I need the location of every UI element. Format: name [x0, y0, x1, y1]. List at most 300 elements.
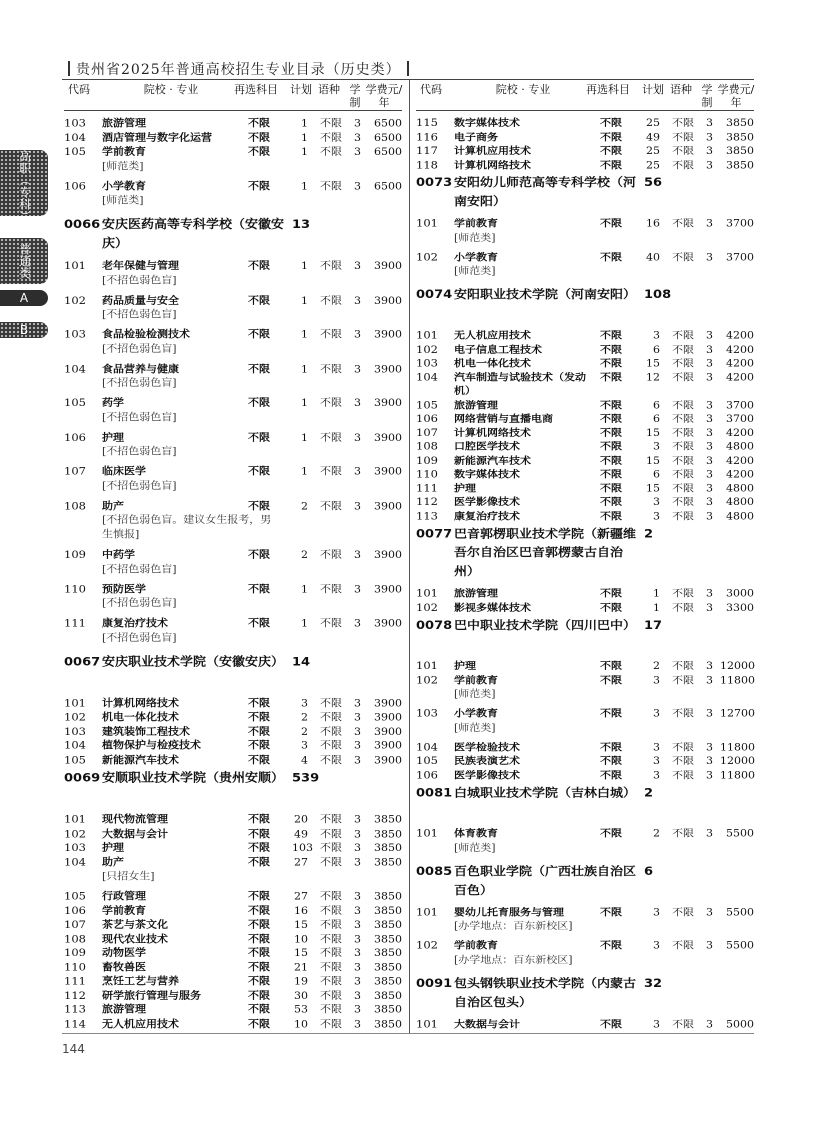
major-system: 3 — [706, 939, 713, 952]
major-language: 不限 — [672, 510, 694, 522]
major-row — [416, 398, 754, 412]
major-name: 旅游管理 — [102, 117, 146, 130]
major-row — [416, 158, 754, 172]
major-row — [416, 587, 754, 601]
major-row — [416, 250, 754, 281]
major-plan: 3 — [653, 329, 660, 342]
major-name: 旅游管理 — [454, 398, 498, 411]
column-divider — [409, 80, 410, 1033]
major-name: 婴幼儿托育服务与管理 — [454, 906, 564, 918]
major-name: 小学教育 — [102, 179, 146, 192]
major-system: 3 — [706, 357, 713, 369]
major-subject: 不限 — [248, 961, 270, 973]
major-name: 助产 — [102, 856, 124, 868]
major-system: 3 — [706, 145, 713, 157]
school-row — [416, 784, 754, 822]
major-subject: 不限 — [600, 343, 622, 356]
major-subject: 不限 — [600, 601, 622, 614]
major-subject: 不限 — [600, 510, 622, 522]
major-fee: 6500 — [374, 179, 402, 192]
major-subject: 不限 — [248, 131, 270, 144]
header-code: 代码 — [420, 83, 442, 96]
major-code: 112 — [64, 988, 86, 1002]
side-tab-a[interactable] — [0, 290, 48, 306]
major-system: 3 — [354, 179, 361, 192]
major-plan: 15 — [294, 946, 308, 959]
major-language: 不限 — [320, 1017, 342, 1030]
major-language: 不限 — [320, 813, 342, 826]
major-plan: 30 — [294, 989, 308, 1002]
major-name: 医学影像技术 — [454, 496, 520, 508]
major-code: 109 — [64, 547, 86, 561]
major-language: 不限 — [320, 499, 342, 512]
major-row — [64, 813, 402, 827]
major-code: 102 — [416, 673, 438, 686]
major-note: [办学地点：百东新校区] — [454, 953, 573, 966]
major-code: 105 — [64, 752, 86, 766]
major-subject: 不限 — [248, 259, 270, 272]
left-column-header — [64, 80, 402, 111]
major-plan: 25 — [646, 117, 660, 129]
major-code: 101 — [416, 826, 438, 840]
major-row — [64, 904, 402, 918]
major-subject: 不限 — [600, 412, 622, 425]
major-name: 机电一体化技术 — [454, 357, 531, 369]
major-code: 105 — [64, 396, 86, 409]
side-tab-gaozhi[interactable] — [0, 150, 48, 222]
major-name: 烹饪工艺与营养 — [102, 975, 179, 988]
major-fee: 12000 — [720, 660, 755, 672]
major-language: 不限 — [672, 827, 694, 840]
major-subject: 不限 — [248, 989, 270, 1002]
major-row — [64, 430, 402, 462]
major-name: 学前教育 — [454, 939, 498, 952]
major-plan: 1 — [653, 601, 660, 614]
major-row — [64, 116, 402, 130]
major-row — [64, 827, 402, 841]
major-fee: 4200 — [726, 357, 754, 369]
major-note: [不招色弱色盲] — [102, 376, 177, 389]
major-system: 3 — [354, 856, 361, 868]
major-plan: 49 — [646, 131, 660, 143]
major-subject: 不限 — [600, 158, 622, 171]
major-language: 不限 — [320, 753, 342, 766]
major-system: 3 — [354, 827, 361, 840]
major-code: 105 — [64, 889, 86, 903]
major-system: 3 — [354, 328, 361, 341]
major-row — [64, 145, 402, 177]
major-language: 不限 — [320, 697, 342, 709]
header-plan: 计划 — [290, 83, 312, 96]
major-note: [师范类] — [454, 265, 496, 277]
major-system: 3 — [354, 499, 361, 512]
major-code: 115 — [416, 116, 438, 129]
major-system: 3 — [706, 496, 713, 508]
school-row — [416, 174, 754, 212]
major-plan: 2 — [653, 827, 660, 840]
major-system: 3 — [354, 294, 361, 307]
major-name: 旅游管理 — [102, 1003, 146, 1016]
school-row — [416, 862, 754, 900]
major-plan: 6 — [653, 398, 660, 411]
major-plan: 6 — [653, 412, 660, 425]
major-fee: 3850 — [726, 131, 754, 143]
school-name: 安阳职业技术学院（河南安阳） — [454, 288, 637, 302]
major-note: [不招色弱色盲。建议女生报考，男生慎报] — [102, 513, 272, 541]
major-plan: 1 — [301, 582, 308, 595]
major-row — [416, 509, 754, 523]
major-code: 112 — [416, 495, 438, 508]
major-system: 3 — [354, 362, 361, 375]
major-row — [64, 946, 402, 960]
major-system: 3 — [706, 601, 713, 614]
major-language: 不限 — [320, 946, 342, 959]
major-subject: 不限 — [600, 217, 622, 230]
major-name: 计算机网络技术 — [454, 426, 531, 439]
major-language: 不限 — [320, 294, 342, 307]
major-code: 111 — [416, 481, 438, 494]
major-fee: 3850 — [374, 946, 402, 959]
major-language: 不限 — [320, 989, 342, 1002]
major-subject: 不限 — [600, 768, 622, 781]
school-code: 0069 — [64, 771, 101, 786]
major-fee: 3900 — [374, 396, 402, 409]
major-row — [64, 989, 402, 1003]
major-row — [64, 710, 402, 724]
major-code: 104 — [64, 738, 86, 752]
major-plan: 21 — [294, 961, 308, 973]
major-plan: 2 — [301, 725, 308, 738]
major-row — [64, 131, 402, 145]
major-fee: 12700 — [720, 707, 755, 720]
major-fee: 4200 — [726, 454, 754, 467]
major-plan: 25 — [646, 158, 660, 171]
major-code: 104 — [416, 740, 438, 753]
major-system: 3 — [354, 582, 361, 595]
major-row — [64, 328, 402, 360]
major-language: 不限 — [672, 587, 694, 600]
major-language: 不限 — [320, 465, 342, 478]
school-name: 安阳幼儿师范高等专科学校（河南安阳） — [454, 176, 637, 209]
major-row — [64, 396, 402, 428]
major-row — [416, 440, 754, 454]
major-subject: 不限 — [600, 707, 622, 720]
header-plan: 计划 — [642, 83, 664, 96]
major-code: 102 — [64, 826, 86, 840]
major-fee: 3900 — [374, 582, 402, 595]
major-code: 111 — [64, 974, 86, 988]
major-name: 机电一体化技术 — [102, 711, 179, 724]
major-plan: 53 — [294, 1003, 308, 1016]
major-system: 3 — [354, 145, 361, 158]
major-row — [416, 130, 754, 144]
major-name: 小学教育 — [454, 707, 498, 720]
major-code: 101 — [416, 659, 438, 672]
right-rows — [416, 111, 754, 1031]
major-subject: 不限 — [600, 1017, 622, 1030]
major-fee: 3000 — [726, 587, 754, 600]
major-language: 不限 — [320, 362, 342, 375]
major-row — [416, 370, 754, 398]
major-note: [不招色弱色盲] — [102, 597, 177, 609]
major-note: [师范类] — [454, 721, 496, 734]
major-note: [不招色弱色盲] — [102, 342, 177, 355]
major-row — [416, 217, 754, 248]
major-name: 新能源汽车技术 — [454, 454, 531, 467]
header-bar-left — [68, 61, 70, 76]
major-code: 104 — [416, 370, 438, 383]
major-name: 计算机网络技术 — [102, 697, 179, 709]
major-fee: 3900 — [374, 617, 402, 630]
major-code: 106 — [416, 411, 438, 425]
major-fee: 3850 — [374, 1003, 402, 1016]
major-fee: 3850 — [374, 890, 402, 903]
major-system: 3 — [354, 739, 361, 752]
major-fee: 4200 — [726, 343, 754, 356]
school-row — [64, 652, 402, 690]
school-code: 0077 — [416, 527, 453, 541]
major-language: 不限 — [320, 617, 342, 630]
major-plan: 3 — [301, 697, 308, 709]
major-language: 不限 — [672, 707, 694, 720]
major-plan: 1 — [301, 117, 308, 130]
major-language: 不限 — [672, 496, 694, 508]
major-plan: 10 — [294, 932, 308, 945]
major-subject: 不限 — [600, 660, 622, 672]
major-plan: 15 — [646, 454, 660, 467]
major-subject: 不限 — [248, 827, 270, 840]
side-tab-putong[interactable] — [0, 238, 48, 284]
major-subject: 不限 — [248, 396, 270, 409]
major-row — [64, 179, 402, 211]
side-tab-b[interactable] — [0, 322, 48, 338]
major-plan: 3 — [653, 768, 660, 781]
major-system: 3 — [354, 617, 361, 630]
major-language: 不限 — [320, 827, 342, 840]
major-plan: 3 — [653, 1017, 660, 1030]
header-fee: 学费元/年 — [717, 83, 755, 109]
major-system: 3 — [354, 841, 361, 854]
major-plan: 2 — [301, 499, 308, 512]
major-note: [师范类] — [102, 194, 144, 207]
school-row — [416, 974, 754, 1012]
major-name: 学前教育 — [454, 217, 498, 230]
major-name: 学前教育 — [102, 145, 146, 158]
major-code: 108 — [64, 931, 86, 945]
major-fee: 3850 — [374, 932, 402, 945]
major-row — [416, 343, 754, 357]
header-name: 院校 · 专业 — [495, 83, 551, 96]
major-plan: 3 — [653, 906, 660, 918]
major-subject: 不限 — [600, 755, 622, 767]
side-tab-label: 高职（专科） — [17, 150, 32, 222]
major-plan: 15 — [646, 357, 660, 369]
major-note: [不招色弱色盲] — [102, 631, 177, 644]
school-code: 0073 — [416, 176, 453, 190]
right-column — [416, 80, 754, 1138]
major-system: 3 — [354, 813, 361, 826]
right-column-header — [416, 80, 754, 111]
school-name: 百色职业学院（广西壮族自治区百色） — [454, 864, 637, 898]
major-subject: 不限 — [600, 906, 622, 918]
major-subject: 不限 — [600, 329, 622, 342]
major-code: 102 — [64, 710, 86, 724]
major-name: 汽车制造与试验技术（发动机） — [454, 371, 586, 397]
school-code: 0074 — [416, 288, 453, 302]
major-system: 3 — [354, 1017, 361, 1030]
major-language: 不限 — [672, 343, 694, 356]
major-name: 护理 — [454, 482, 476, 494]
major-subject: 不限 — [248, 179, 270, 192]
major-code: 105 — [416, 398, 438, 411]
major-system: 3 — [354, 1003, 361, 1016]
major-language: 不限 — [320, 259, 342, 272]
major-row — [416, 659, 754, 673]
school-total: 17 — [644, 618, 663, 633]
major-code: 106 — [64, 179, 86, 192]
school-name: 安庆职业技术学院（安徽安庆） — [102, 655, 285, 669]
major-language: 不限 — [320, 179, 342, 192]
major-name: 植物保护与检疫技术 — [102, 739, 201, 752]
school-code: 0085 — [416, 864, 453, 879]
major-name: 数字媒体技术 — [454, 117, 520, 129]
major-language: 不限 — [672, 371, 694, 383]
major-code: 102 — [416, 342, 438, 356]
header-code: 代码 — [68, 83, 90, 96]
school-name: 巴中职业技术学院（四川巴中） — [454, 618, 637, 633]
major-system: 3 — [706, 768, 713, 781]
major-plan: 1 — [301, 179, 308, 192]
major-system: 3 — [354, 753, 361, 766]
major-row — [416, 481, 754, 495]
major-row — [64, 548, 402, 580]
major-row — [416, 754, 754, 768]
school-name: 白城职业技术学院（吉林白城） — [454, 786, 637, 800]
major-code: 104 — [64, 130, 86, 144]
major-plan: 10 — [294, 1017, 308, 1030]
major-language: 不限 — [320, 131, 342, 144]
major-row — [64, 855, 402, 887]
major-row — [416, 356, 754, 370]
major-name: 动物医学 — [102, 946, 146, 959]
major-subject: 不限 — [248, 975, 270, 988]
major-name: 旅游管理 — [454, 587, 498, 600]
major-row — [416, 740, 754, 754]
major-system: 3 — [706, 827, 713, 840]
major-system: 3 — [706, 217, 713, 230]
major-language: 不限 — [672, 741, 694, 753]
major-system: 3 — [706, 329, 713, 342]
major-note: [不招色弱色盲] — [102, 274, 177, 286]
major-note: [不招色弱色盲] — [102, 308, 177, 321]
major-plan: 2 — [301, 711, 308, 724]
major-system: 3 — [706, 707, 713, 720]
major-fee: 3850 — [374, 989, 402, 1002]
major-plan: 12 — [646, 371, 660, 383]
major-row — [64, 616, 402, 648]
major-fee: 3900 — [374, 548, 402, 561]
major-subject: 不限 — [600, 741, 622, 753]
major-plan: 3 — [653, 755, 660, 767]
major-fee: 5500 — [726, 906, 754, 918]
major-system: 3 — [354, 465, 361, 478]
major-name: 电子信息工程技术 — [454, 343, 542, 356]
major-fee: 5500 — [726, 939, 754, 952]
major-fee: 3900 — [374, 711, 402, 724]
major-fee: 11800 — [720, 741, 755, 753]
major-language: 不限 — [320, 145, 342, 158]
major-language: 不限 — [672, 482, 694, 494]
major-fee: 3300 — [726, 601, 754, 614]
major-fee: 3850 — [374, 918, 402, 931]
major-fee: 11800 — [720, 768, 755, 781]
major-fee: 3850 — [374, 856, 402, 868]
major-language: 不限 — [320, 328, 342, 341]
header-bar-right — [407, 61, 409, 76]
major-row — [416, 601, 754, 615]
major-plan: 20 — [294, 813, 308, 826]
major-code: 103 — [416, 356, 438, 369]
major-language: 不限 — [320, 739, 342, 752]
major-code: 107 — [416, 425, 438, 439]
major-system: 3 — [354, 396, 361, 409]
major-subject: 不限 — [248, 841, 270, 854]
major-language: 不限 — [672, 660, 694, 672]
major-code: 101 — [64, 812, 86, 826]
major-system: 3 — [706, 371, 713, 383]
major-language: 不限 — [672, 131, 694, 143]
major-row — [64, 696, 402, 710]
school-row — [64, 769, 402, 807]
major-code: 117 — [416, 144, 438, 157]
major-fee: 3700 — [726, 217, 754, 230]
major-code: 105 — [416, 754, 438, 767]
major-plan: 25 — [646, 145, 660, 157]
major-system: 3 — [706, 510, 713, 522]
major-language: 不限 — [672, 1017, 694, 1030]
major-name: 建筑装饰工程技术 — [102, 725, 190, 738]
major-fee: 3850 — [374, 813, 402, 826]
major-system: 3 — [354, 431, 361, 444]
major-fee: 5000 — [726, 1017, 754, 1030]
major-language: 不限 — [672, 939, 694, 952]
major-language: 不限 — [320, 932, 342, 945]
major-plan: 15 — [294, 918, 308, 931]
major-system: 3 — [706, 131, 713, 143]
school-total: 539 — [292, 771, 320, 786]
major-plan: 3 — [653, 674, 660, 686]
major-system: 3 — [354, 975, 361, 988]
major-language: 不限 — [320, 1003, 342, 1016]
major-note: [不招色弱色盲] — [102, 479, 177, 492]
major-fee: 4200 — [726, 426, 754, 439]
major-name: 老年保健与管理 — [102, 259, 179, 272]
major-code: 114 — [64, 1016, 86, 1030]
major-code: 101 — [416, 586, 438, 600]
major-plan: 40 — [646, 251, 660, 263]
major-code: 106 — [416, 768, 438, 781]
major-fee: 4200 — [726, 329, 754, 342]
major-plan: 2 — [653, 660, 660, 672]
major-row — [64, 960, 402, 974]
major-plan: 1 — [301, 328, 308, 341]
major-subject: 不限 — [248, 145, 270, 158]
school-total: 14 — [292, 655, 311, 669]
major-fee: 3850 — [374, 904, 402, 917]
major-row — [64, 582, 402, 614]
major-fee: 6500 — [374, 131, 402, 144]
major-system: 3 — [706, 117, 713, 129]
